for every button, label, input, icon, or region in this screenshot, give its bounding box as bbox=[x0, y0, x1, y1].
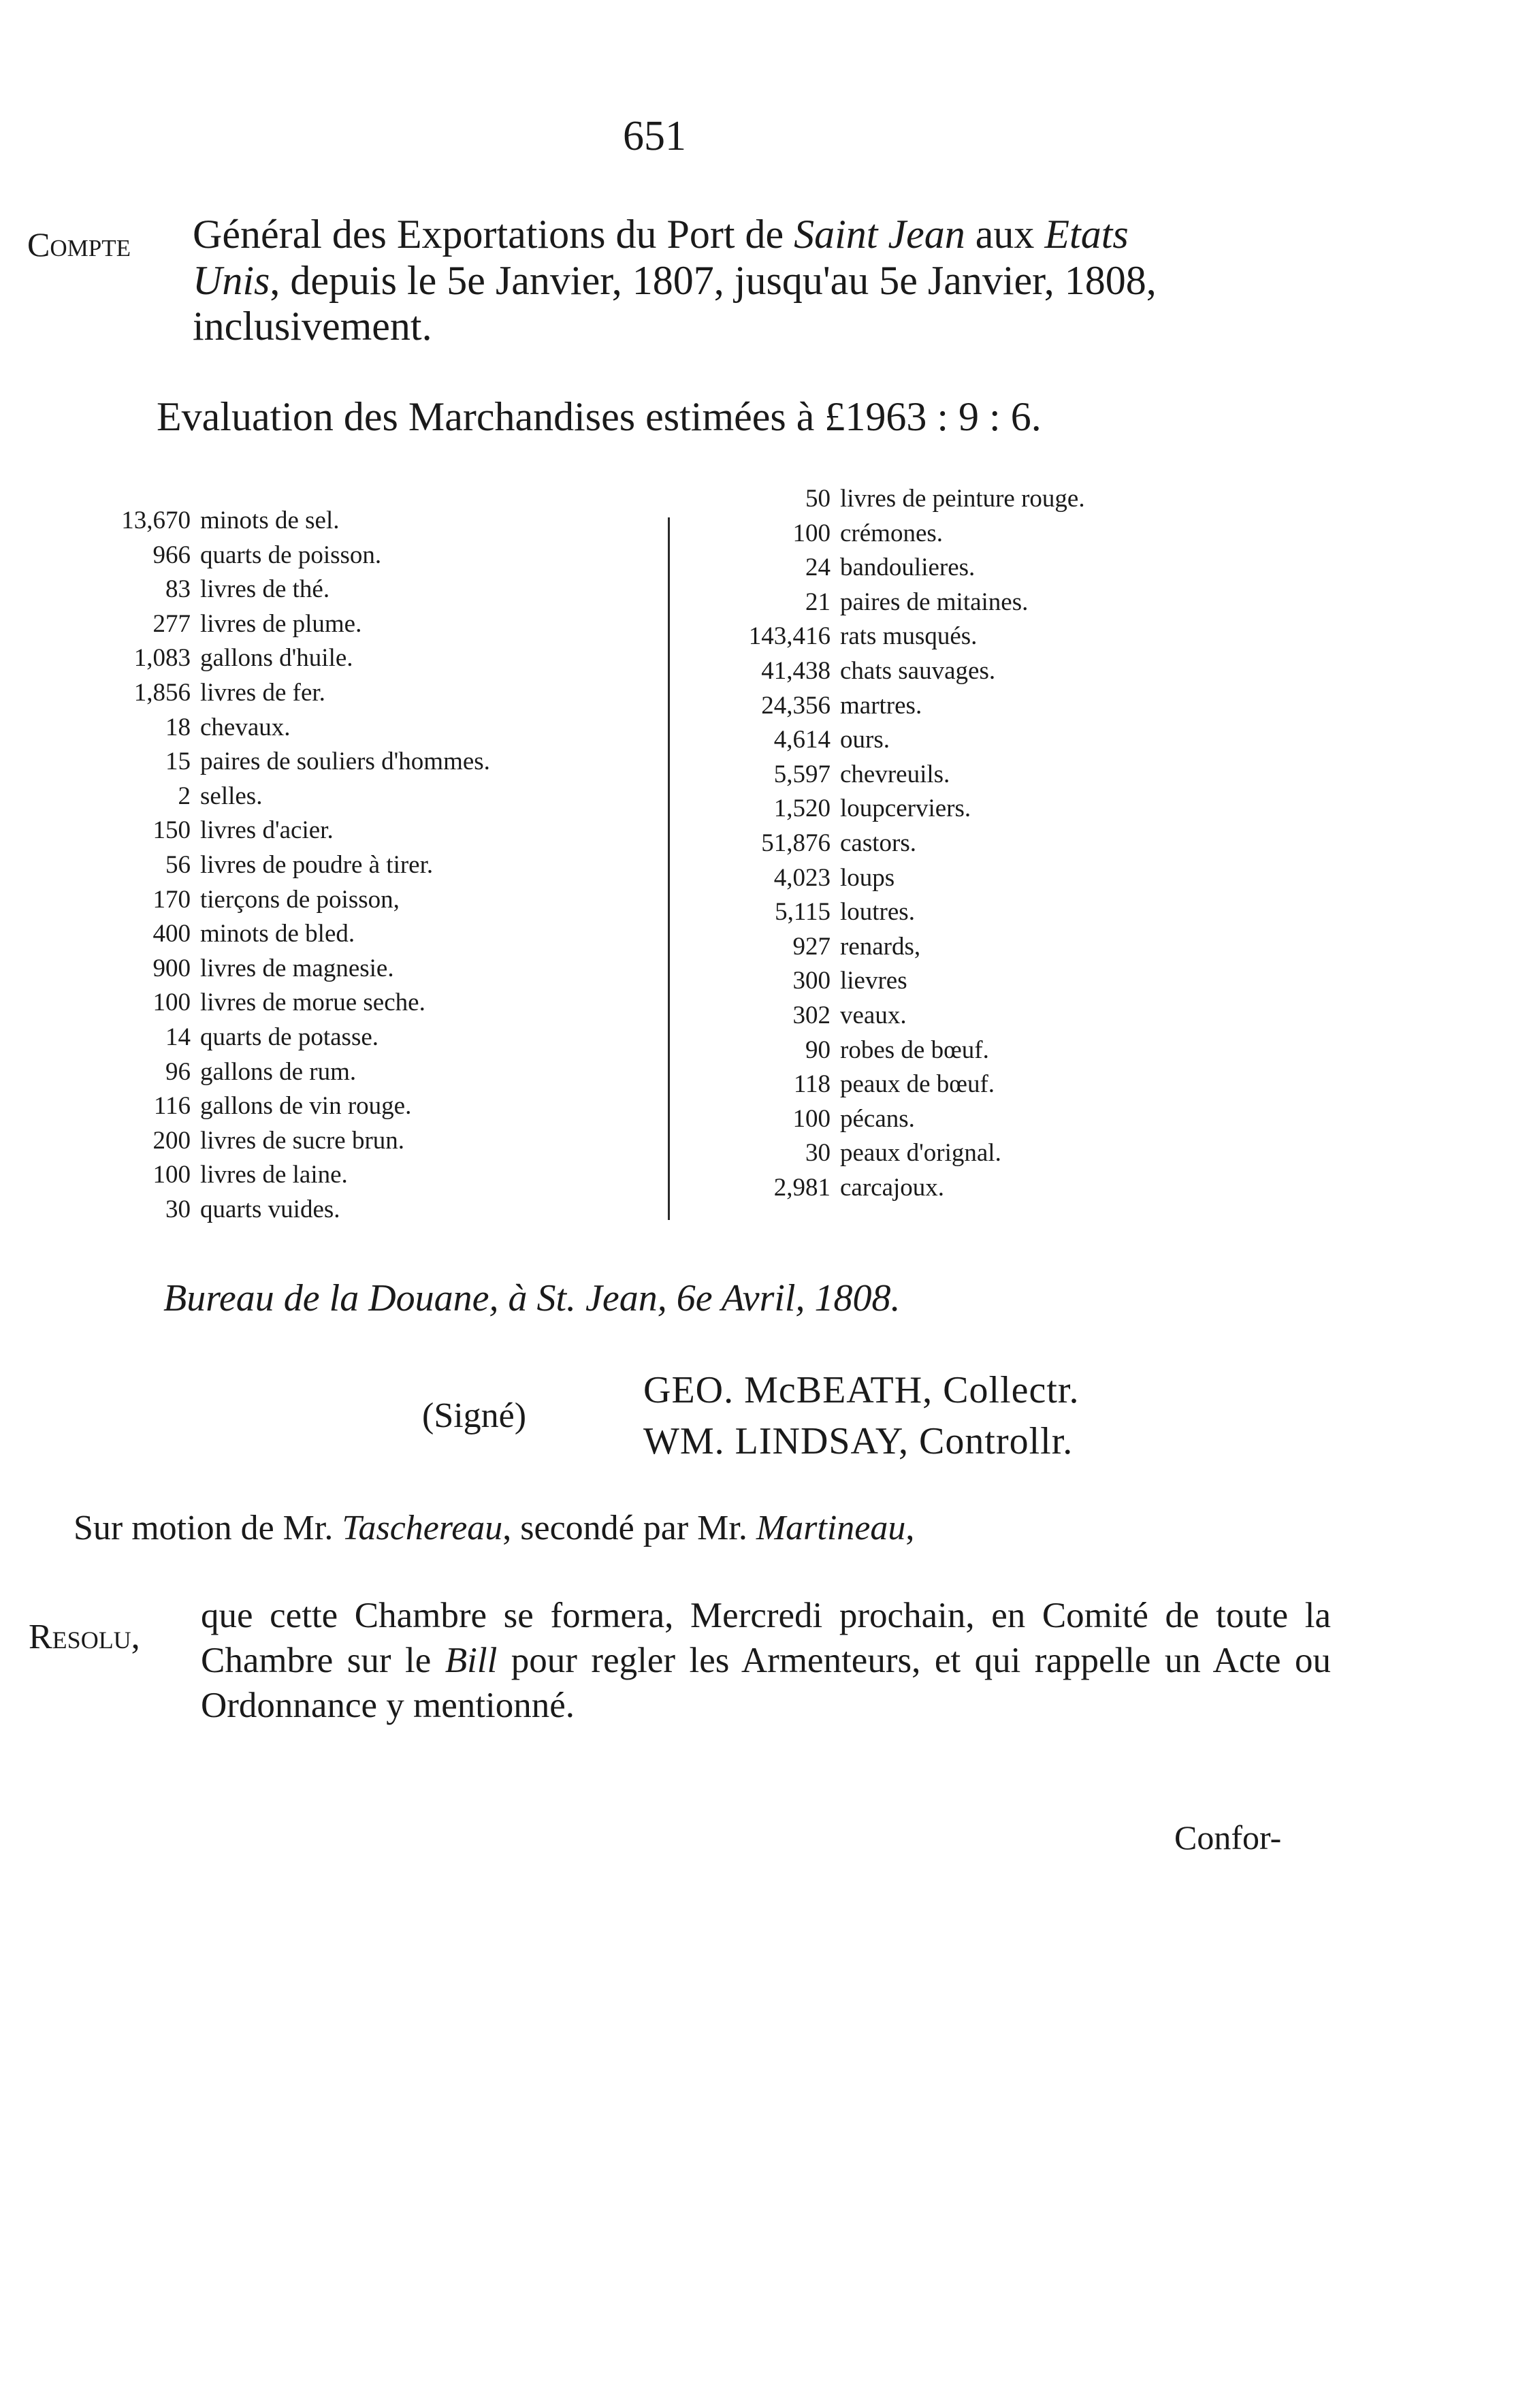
goods-row bbox=[688, 999, 1085, 1033]
goods-item: livres de laine. bbox=[200, 1161, 348, 1189]
goods-quantity: 200 bbox=[152, 1126, 191, 1155]
goods-row bbox=[688, 826, 1085, 861]
goods-quantity: 302 bbox=[792, 1001, 831, 1029]
goods-quantity: 170 bbox=[152, 885, 191, 914]
goods-item: quarts de potasse. bbox=[200, 1023, 379, 1051]
goods-row bbox=[688, 1067, 1085, 1102]
goods-quantity: 2 bbox=[178, 782, 191, 810]
goods-item: quarts de poisson. bbox=[200, 541, 382, 569]
goods-row bbox=[688, 689, 1085, 724]
goods-row bbox=[68, 952, 490, 986]
goods-item: livres de plume. bbox=[200, 609, 362, 638]
goods-item: minots de bled. bbox=[200, 920, 355, 948]
bureau-line: Bureau de la Douane, à St. Jean, 6e Avril, 1808. bbox=[163, 1277, 901, 1319]
goods-row bbox=[688, 1171, 1085, 1206]
goods-row bbox=[68, 504, 490, 539]
goods-quantity: 143,416 bbox=[748, 622, 831, 651]
goods-row bbox=[68, 539, 490, 573]
goods-row bbox=[68, 848, 490, 883]
goods-quantity: 56 bbox=[165, 850, 191, 879]
goods-row bbox=[688, 1136, 1085, 1171]
goods-quantity: 150 bbox=[152, 816, 191, 845]
goods-item: rats musqués. bbox=[840, 622, 978, 651]
goods-row bbox=[688, 585, 1085, 620]
goods-row bbox=[688, 723, 1085, 758]
goods-row bbox=[68, 1089, 490, 1124]
title-line-1: Général des Exportations du Port de Saint Jean aux Etats bbox=[193, 212, 1129, 257]
goods-quantity: 100 bbox=[792, 1104, 831, 1133]
goods-item: quarts vuides. bbox=[200, 1195, 340, 1223]
goods-row bbox=[688, 964, 1085, 999]
goods-item: peaux de bœuf. bbox=[840, 1070, 995, 1099]
goods-quantity: 300 bbox=[792, 967, 831, 995]
goods-row bbox=[68, 814, 490, 848]
goods-quantity: 100 bbox=[152, 989, 191, 1017]
resolu-margin-label: Resolu, bbox=[29, 1618, 140, 1656]
goods-quantity: 927 bbox=[792, 932, 831, 961]
goods-quantity: 966 bbox=[152, 541, 191, 569]
goods-item: pécans. bbox=[840, 1104, 915, 1133]
goods-item: chevreuils. bbox=[840, 760, 950, 788]
goods-item: veaux. bbox=[840, 1001, 907, 1029]
goods-row bbox=[688, 1102, 1085, 1137]
title-line-2: Unis, depuis le 5e Janvier, 1807, jusqu'au 5e Janvier, 1808, bbox=[193, 258, 1157, 303]
goods-list-right bbox=[688, 482, 1085, 1205]
title-line-3: inclusivement. bbox=[193, 304, 432, 349]
column-divider bbox=[668, 517, 670, 1220]
goods-item: castors. bbox=[840, 829, 916, 857]
goods-item: livres de morue seche. bbox=[200, 989, 425, 1017]
goods-item: gallons de rum. bbox=[200, 1057, 357, 1086]
goods-quantity: 5,597 bbox=[773, 760, 831, 788]
goods-item: loupcerviers. bbox=[840, 794, 971, 823]
resolution-paragraph: que cette Chambre se formera, Mercredi prochain, en Comité de toute la Chambre sur le Bill pour regler les Armenteurs, et qui rappelle un Acte ou Ordonnance y mentionné. bbox=[201, 1596, 1332, 1725]
goods-item: tierçons de poisson, bbox=[200, 885, 400, 914]
goods-item: selles. bbox=[200, 782, 263, 810]
goods-item: minots de sel. bbox=[200, 507, 340, 534]
goods-quantity: 41,438 bbox=[761, 656, 831, 685]
goods-quantity: 2,981 bbox=[773, 1173, 831, 1202]
goods-row bbox=[68, 1055, 490, 1090]
goods-row bbox=[68, 1158, 490, 1193]
goods-row bbox=[68, 1124, 490, 1159]
signature-controller: WM. LINDSAY, Controllr. bbox=[643, 1420, 1074, 1462]
goods-row bbox=[68, 711, 490, 745]
goods-item: paires de souliers d'hommes. bbox=[200, 748, 490, 776]
goods-quantity: 83 bbox=[165, 575, 191, 604]
goods-row bbox=[688, 551, 1085, 585]
goods-item: livres de poudre à tirer. bbox=[200, 850, 434, 879]
signature-collector: GEO. McBEATH, Collectr. bbox=[643, 1369, 1080, 1411]
goods-item: loutres. bbox=[840, 898, 915, 927]
goods-quantity: 4,023 bbox=[773, 863, 831, 892]
goods-row bbox=[68, 883, 490, 918]
goods-item: chats sauvages. bbox=[840, 656, 996, 685]
goods-row bbox=[688, 517, 1085, 551]
margin-label-compte: Compte bbox=[27, 225, 131, 263]
goods-quantity: 5,115 bbox=[775, 898, 831, 927]
goods-row bbox=[68, 745, 490, 780]
goods-row bbox=[688, 620, 1085, 654]
goods-quantity: 1,083 bbox=[133, 644, 191, 673]
goods-item: carcajoux. bbox=[840, 1173, 945, 1202]
goods-item: livres de magnesie. bbox=[200, 954, 394, 982]
goods-quantity: 50 bbox=[805, 485, 831, 513]
goods-item: livres de fer. bbox=[200, 678, 325, 707]
goods-row bbox=[688, 758, 1085, 792]
goods-row bbox=[68, 676, 490, 711]
goods-item: crémones. bbox=[840, 519, 944, 547]
evaluation-line: Evaluation des Marchandises estimées à £1963 : 9 : 6. bbox=[157, 394, 1042, 439]
goods-item: martres. bbox=[840, 691, 922, 720]
goods-quantity: 14 bbox=[165, 1023, 191, 1051]
goods-quantity: 277 bbox=[152, 609, 191, 638]
goods-item: livres d'acier. bbox=[200, 816, 334, 845]
goods-item: ours. bbox=[840, 726, 890, 754]
goods-row bbox=[68, 780, 490, 814]
goods-quantity: 18 bbox=[165, 713, 191, 741]
goods-quantity: 30 bbox=[165, 1195, 191, 1223]
goods-row bbox=[688, 1033, 1085, 1068]
goods-quantity: 24,356 bbox=[761, 691, 831, 720]
goods-row bbox=[68, 607, 490, 642]
goods-quantity: 4,614 bbox=[773, 726, 831, 754]
goods-row bbox=[688, 930, 1085, 965]
goods-quantity: 900 bbox=[152, 954, 191, 982]
goods-item: livres de thé. bbox=[200, 575, 330, 604]
goods-item: bandoulieres. bbox=[840, 553, 976, 582]
motion-line: Sur motion de Mr. Taschereau, secondé par Mr. Martineau, bbox=[74, 1509, 915, 1547]
goods-quantity: 1,856 bbox=[133, 678, 191, 707]
goods-item: loups bbox=[840, 863, 895, 892]
goods-quantity: 15 bbox=[165, 748, 191, 776]
goods-quantity: 90 bbox=[805, 1036, 831, 1064]
goods-row bbox=[68, 1193, 490, 1227]
goods-item: gallons de vin rouge. bbox=[200, 1092, 412, 1121]
goods-row bbox=[688, 654, 1085, 689]
goods-quantity: 400 bbox=[152, 920, 191, 948]
goods-item: paires de mitaines. bbox=[840, 588, 1029, 616]
goods-quantity: 96 bbox=[165, 1057, 191, 1086]
goods-list-left bbox=[68, 504, 490, 1227]
goods-row bbox=[68, 573, 490, 607]
goods-item: livres de sucre brun. bbox=[200, 1126, 405, 1155]
goods-quantity: 21 bbox=[805, 588, 831, 616]
goods-item: chevaux. bbox=[200, 713, 291, 741]
goods-row bbox=[688, 861, 1085, 896]
goods-item: renards, bbox=[840, 932, 921, 961]
goods-quantity: 13,670 bbox=[121, 507, 191, 534]
goods-row bbox=[688, 482, 1085, 517]
goods-quantity: 1,520 bbox=[773, 794, 831, 823]
catchword: Confor- bbox=[1174, 1818, 1282, 1857]
page-number: 651 bbox=[623, 113, 686, 159]
goods-row bbox=[68, 986, 490, 1021]
goods-row bbox=[68, 917, 490, 952]
goods-row bbox=[68, 1021, 490, 1055]
goods-item: peaux d'orignal. bbox=[840, 1139, 1001, 1168]
goods-row bbox=[68, 641, 490, 676]
goods-quantity: 30 bbox=[805, 1139, 831, 1168]
signe-label: (Signé) bbox=[422, 1396, 527, 1435]
goods-quantity: 100 bbox=[792, 519, 831, 547]
goods-quantity: 51,876 bbox=[761, 829, 831, 857]
goods-row bbox=[688, 792, 1085, 826]
goods-quantity: 24 bbox=[805, 553, 831, 582]
goods-quantity: 100 bbox=[152, 1161, 191, 1189]
goods-quantity: 118 bbox=[793, 1070, 831, 1099]
goods-item: robes de bœuf. bbox=[840, 1036, 989, 1064]
goods-item: gallons d'huile. bbox=[200, 644, 353, 673]
goods-item: lievres bbox=[840, 967, 907, 995]
goods-row bbox=[688, 895, 1085, 930]
goods-item: livres de peinture rouge. bbox=[840, 485, 1085, 513]
goods-quantity: 116 bbox=[153, 1092, 191, 1121]
